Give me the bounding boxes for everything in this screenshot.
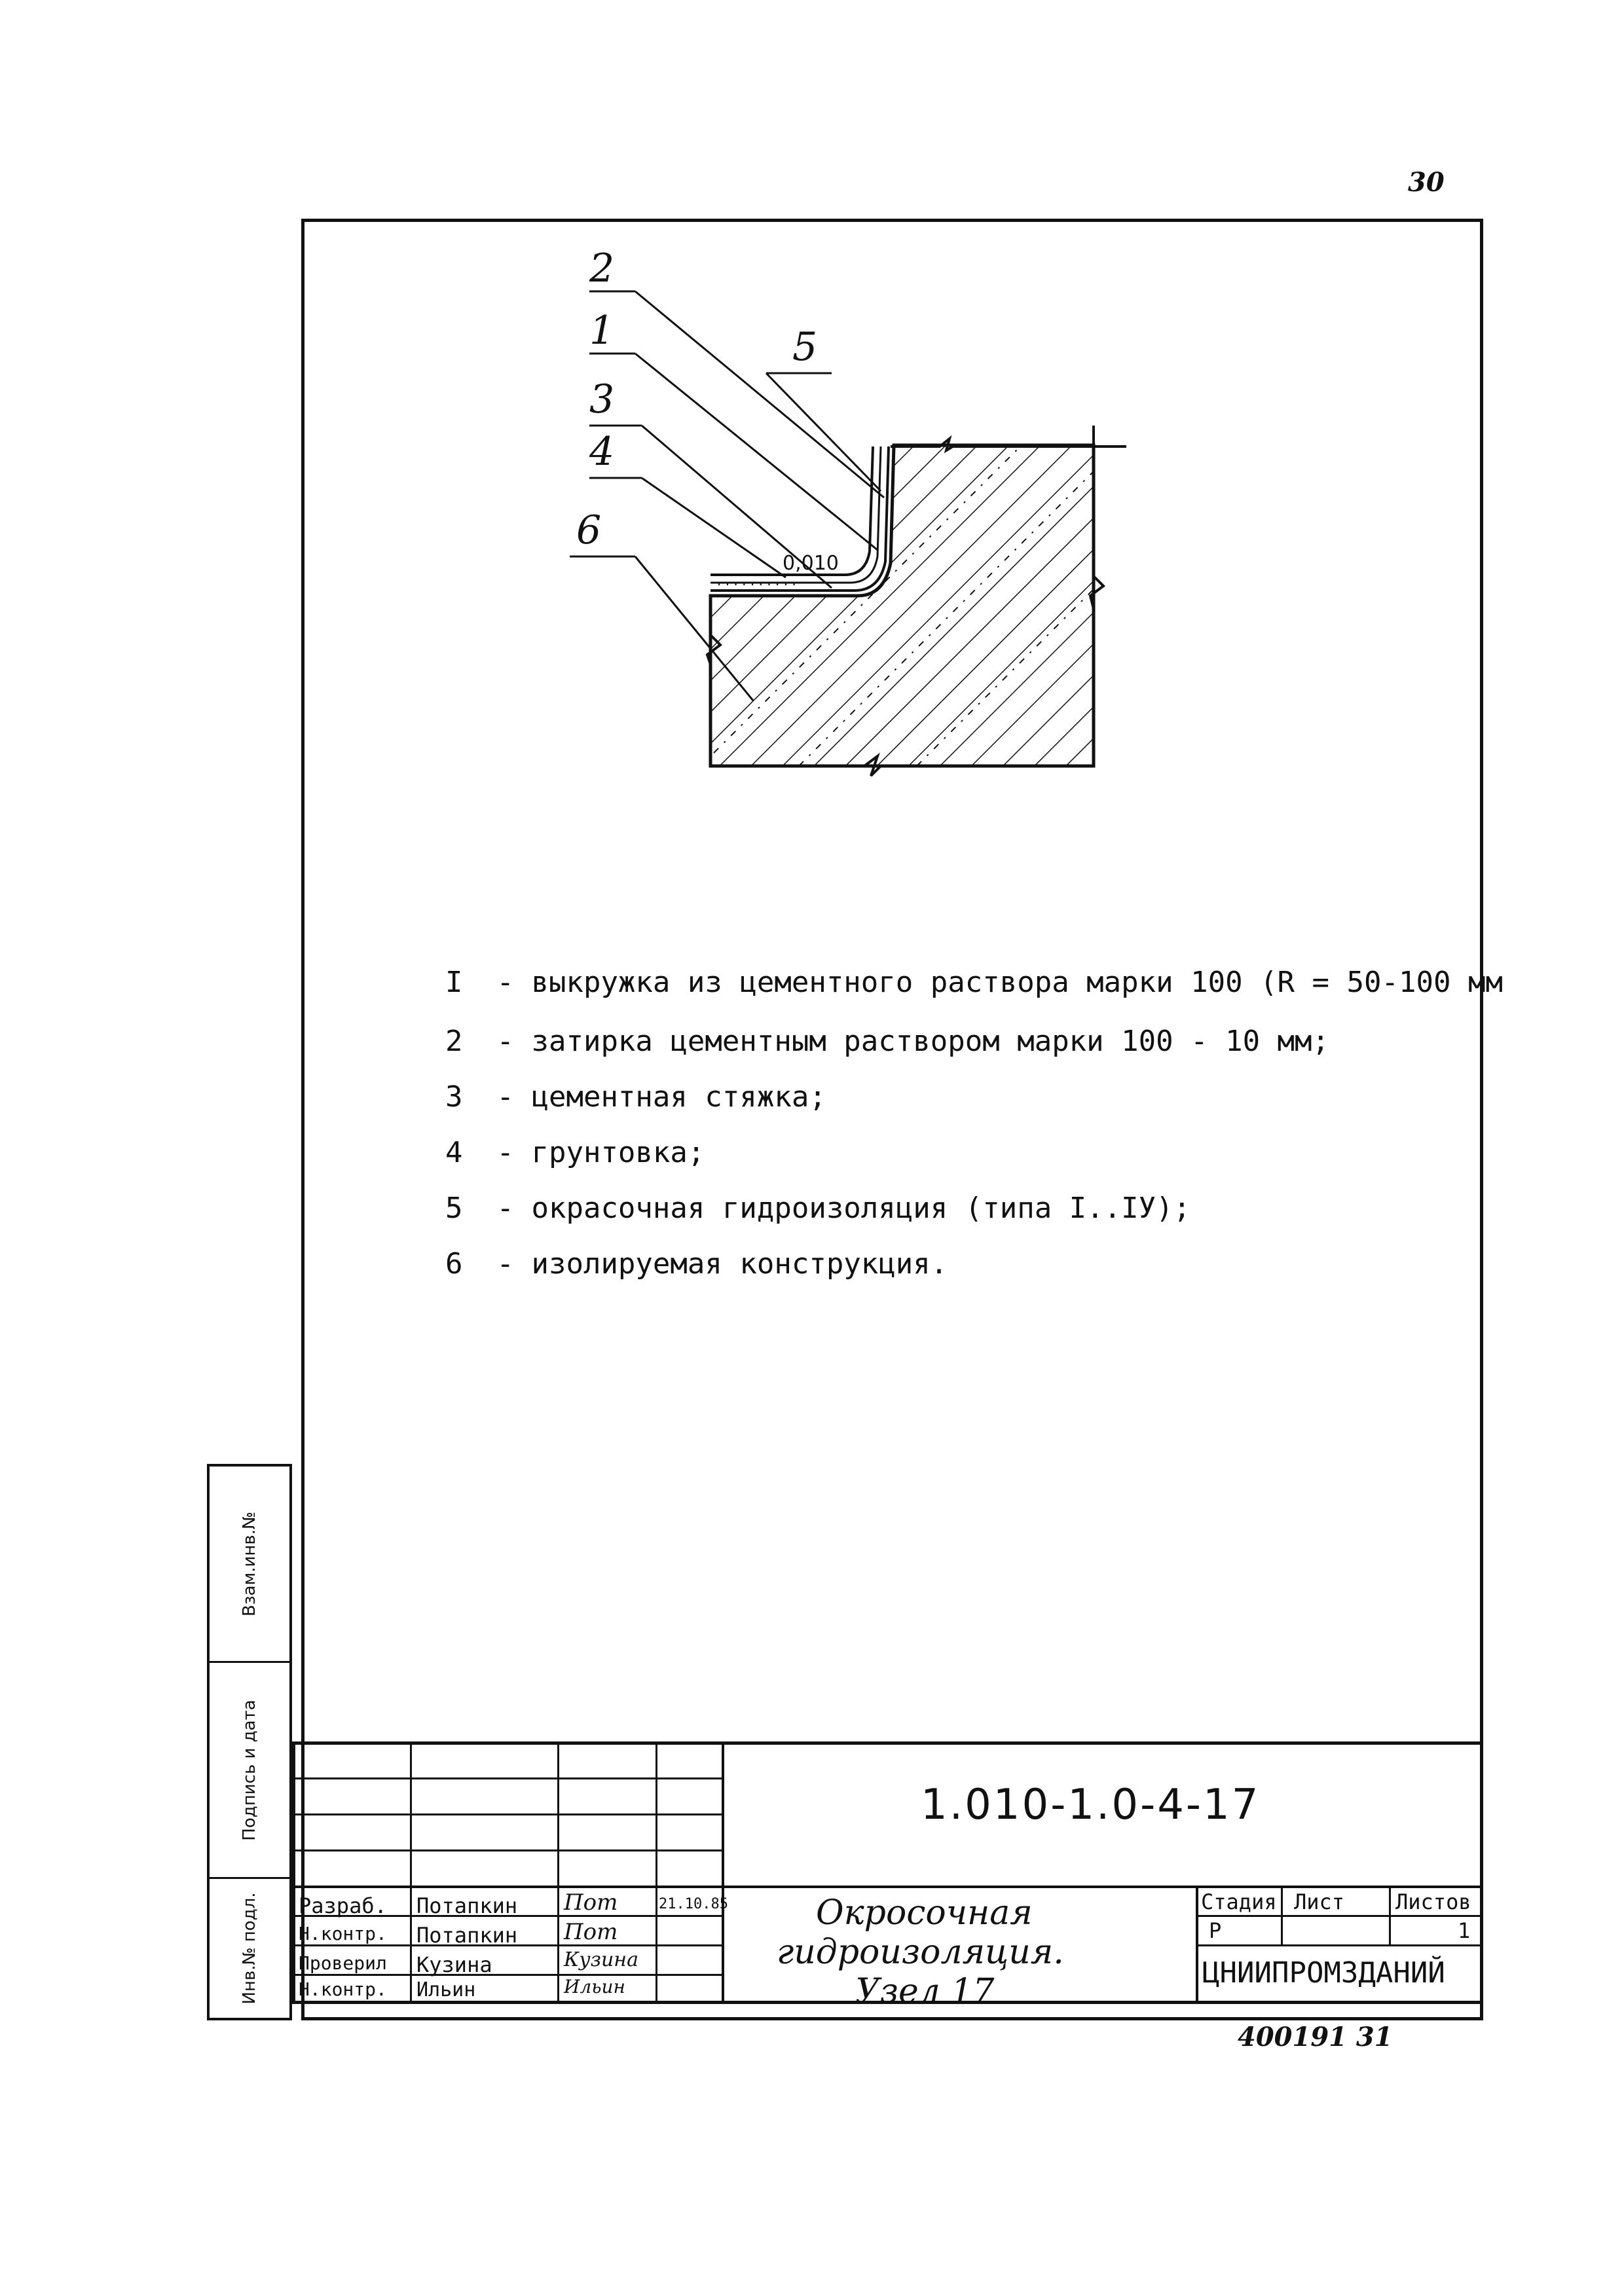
dimension-label: 0,010 bbox=[783, 552, 839, 575]
title-block bbox=[292, 1741, 1480, 2011]
svg-text:· · · · · · · · · ·: · · · · · · · · · · bbox=[717, 577, 796, 592]
side-label: Инв.№ подл. bbox=[240, 1892, 259, 2005]
insulated-construction bbox=[710, 445, 1094, 766]
callout-2: 2 bbox=[589, 246, 615, 291]
legend-item-text: - цементная стяжка; bbox=[496, 1080, 826, 1114]
sheets-header: Листов bbox=[1395, 1889, 1471, 1914]
legend-item bbox=[445, 1247, 948, 1281]
legend-item bbox=[445, 1136, 705, 1169]
legend-item bbox=[445, 966, 1503, 999]
role-label: Н.контр. bbox=[299, 1978, 387, 2000]
legend-item-text: - окрасочная гидроизоляция (типа I..IУ); bbox=[496, 1192, 1191, 1225]
legend-item-text: - затирка цементным раствором марки 100 - 10 мм; bbox=[496, 1025, 1330, 1058]
legend-item bbox=[445, 1192, 1190, 1225]
inventory-number: 400191 31 bbox=[1238, 2022, 1393, 2052]
sheet-header: Лист bbox=[1294, 1889, 1345, 1914]
role-label: Н.контр. bbox=[299, 1923, 387, 1944]
sign-date: 21.10.85 bbox=[659, 1896, 728, 1912]
node-drawing bbox=[550, 242, 1139, 805]
person-name: Потапкин bbox=[416, 1923, 518, 1948]
side-stamp-strip bbox=[207, 1464, 292, 2020]
legend-item-number: 6 bbox=[445, 1247, 463, 1281]
callout-6: 6 bbox=[576, 507, 602, 553]
callout-3: 3 bbox=[589, 376, 615, 422]
callout-4: 4 bbox=[589, 429, 615, 475]
person-name: Ильин bbox=[416, 1978, 476, 2001]
signature: Кузина bbox=[564, 1948, 638, 1971]
signature: Ильин bbox=[564, 1976, 625, 1997]
legend-item-text: - изолируемая конструкция. bbox=[496, 1247, 948, 1281]
callout-1: 1 bbox=[589, 308, 615, 354]
person-name: Потапкин bbox=[416, 1893, 518, 1918]
legend-item bbox=[445, 1025, 1329, 1058]
signature: Пот bbox=[564, 1919, 618, 1945]
side-label: Взам.инв.№ bbox=[240, 1511, 259, 1616]
legend-item-number: 4 bbox=[445, 1136, 463, 1169]
legend-item-number: 2 bbox=[445, 1025, 463, 1058]
side-cell bbox=[210, 1467, 289, 1663]
drawing-title-line: Окросочная bbox=[816, 1893, 1033, 1933]
role-label: Разраб. bbox=[299, 1893, 387, 1918]
legend-item-number: 3 bbox=[445, 1080, 463, 1114]
callout-5: 5 bbox=[792, 324, 818, 370]
side-label: Подпись и дата bbox=[240, 1699, 259, 1841]
role-label: Проверил bbox=[299, 1952, 387, 1974]
person-name: Кузина bbox=[416, 1952, 492, 1977]
sheets-value: 1 bbox=[1458, 1918, 1471, 1943]
legend-item-number: I bbox=[445, 966, 463, 999]
stage-header: Стадия bbox=[1201, 1889, 1277, 1914]
signature: Пот bbox=[564, 1889, 618, 1916]
side-cell bbox=[210, 1879, 289, 2018]
legend-item bbox=[445, 1080, 826, 1114]
drawing-title-line: гидроизоляция. bbox=[777, 1933, 1064, 1972]
page-number: 30 bbox=[1408, 167, 1445, 198]
legend-item-number: 5 bbox=[445, 1192, 463, 1225]
side-cell bbox=[210, 1663, 289, 1879]
legend-item-text: - выкружка из цементного раствора марки 100 (R = 50-100 мм bbox=[496, 966, 1503, 999]
document-code: 1.010-1.0-4-17 bbox=[921, 1781, 1261, 1829]
legend-item-text: - грунтовка; bbox=[496, 1136, 705, 1169]
drawing-title-line: Узел 17 bbox=[855, 1972, 995, 2011]
stage-value: Р bbox=[1209, 1918, 1222, 1943]
organization-name: ЦНИИПРОМЗДАНИЙ bbox=[1202, 1956, 1445, 1990]
